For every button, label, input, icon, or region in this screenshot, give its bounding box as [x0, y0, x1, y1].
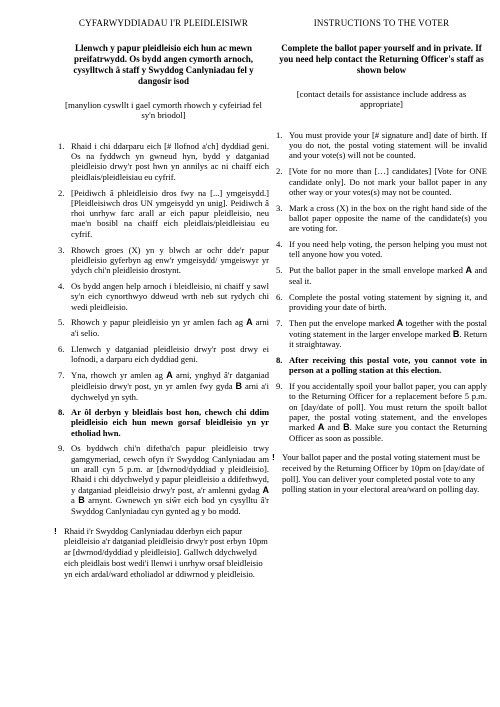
instruction-number: 5.: [58, 317, 65, 328]
instruction-item: [58, 407, 269, 438]
instruction-number: 5.: [276, 265, 283, 276]
warning-icon: !: [54, 525, 57, 536]
english-title: INSTRUCTIONS TO THE VOTER: [313, 18, 450, 28]
envelope-letter: B: [235, 380, 243, 391]
instruction-text: [289, 203, 487, 234]
instruction-text-part: Yna, rhowch yr amlen ag: [71, 370, 167, 381]
english-intro: Complete the ballot paper yourself and in private. If you need help contact the Returning Officer's staff as shown below: [279, 42, 484, 75]
instruction-item: [276, 292, 487, 313]
instruction-text-part: After receiving this postal vote, you cannot vote in person at a polling station at this election.: [289, 354, 487, 376]
instruction-text: [71, 141, 269, 183]
instruction-item: [58, 370, 269, 402]
envelope-letter: A: [262, 484, 269, 495]
instruction-text-part: If you need help voting, the person helping you must not tell anyone how you voted.: [289, 239, 487, 260]
instruction-text: [71, 344, 269, 365]
english-column: [272, 18, 488, 495]
instruction-text-part: and seal it.: [289, 265, 487, 286]
envelope-letter: A: [465, 265, 472, 276]
instruction-item: [276, 318, 487, 350]
envelope-letter: B: [452, 328, 460, 339]
instruction-item: [58, 245, 269, 276]
instruction-text-part: Os bydd angen help arnoch i bleidleisio, ni chaiff y sawl sy'n eich cynorthwyo ddweud wrth neb sut rydych chi wedi pleidleisio.: [71, 280, 269, 312]
instruction-text-part: Complete the postal voting statement by signing it, and providing your date of birth.: [289, 291, 487, 313]
instruction-text: [289, 292, 487, 313]
instruction-text-part: arnynt. Gwnewch yn siŵr eich bod yn cysylltu â'r Swyddog Canlyniadau cyn gynted ag y bo modd.: [71, 495, 269, 517]
instruction-text-part: Llenwch y datganiad pleidleisio drwy'r post drwy ei lofnodi, a darparu eich dyddiad geni.: [71, 343, 269, 365]
instruction-text-part: arni a'i selio.: [71, 317, 270, 339]
instruction-item: [276, 166, 487, 197]
instruction-item: [58, 188, 269, 240]
instruction-number: 3.: [58, 244, 65, 255]
instruction-text-part: Rhaid i chi ddarparu eich [# llofnod a'ch] dyddiad geni. Os na fyddwch yn gwneud hyn, bydd y datganiad pleidleisio drwy'r post hwn yn annilys ac ni chaiff eich pleidlais/pleidleisiau eu cyfrif.: [71, 140, 269, 182]
instruction-text-part: Rhowch groes (X) yn y blwch ar ochr dde'r papur pleidleisio gyferbyn ag enw'r ymgeisydd/ ymgeiswyr yr ydych chi'n pleidleisio drostynt.: [71, 244, 269, 276]
instruction-item: [58, 443, 269, 516]
welsh-deadline-notice: [54, 526, 269, 580]
instruction-text: [71, 281, 269, 312]
instruction-item: [276, 381, 487, 443]
instruction-item: [58, 317, 269, 339]
envelope-letter: A: [317, 422, 325, 433]
instruction-item: [58, 141, 269, 183]
instruction-text-part: together with the postal voting statement in the larger envelope marked: [289, 317, 487, 339]
instruction-text: [71, 407, 269, 438]
instruction-number: 6.: [276, 291, 283, 302]
instruction-text-part: Os byddwch chi'n difetha'ch papur pleidleisio trwy gamgymeriad, cewch ofyn i'r Swyddog Canlyniadau am un arall cyn 5 p.m. ar [dwrnod/dyddiad y pleidleisio]. Rhaid i chi ddychwelyd y papur pleidleisio a ddifethwyd, y datganiad pleidleisio drwy'r post, a'r amlenni gydag: [71, 443, 269, 495]
instruction-text: [289, 130, 487, 161]
instruction-item: [276, 130, 487, 161]
instruction-number: 4.: [276, 239, 283, 250]
english-contact-details: [contact details for assistance include address as appropriate]: [296, 88, 467, 110]
envelope-letter: A: [396, 317, 404, 328]
english-deadline-notice: [272, 452, 487, 495]
envelope-letter: A: [166, 370, 173, 381]
instruction-text: [71, 317, 269, 339]
instruction-text: [71, 443, 269, 516]
instruction-text: [289, 265, 487, 287]
instruction-number: 6.: [58, 343, 65, 354]
instruction-item: [58, 281, 269, 312]
instruction-text-part: . Make sure you contact the Returning Officer as soon as possible.: [289, 422, 487, 443]
instruction-text: [289, 355, 487, 376]
instruction-item: [276, 355, 487, 376]
english-instruction-list: [276, 130, 487, 443]
instruction-item: [276, 239, 487, 260]
instruction-text-part: [Vote for no more than […] candidates] [Vote for ONE candidate only]. Do not mark your ballot paper in any other way or your votes(s) may not be counted.: [289, 166, 487, 197]
instruction-number: 3.: [276, 202, 283, 213]
instruction-number: 1.: [58, 140, 65, 151]
welsh-intro: Llenwch y papur pleidleisio eich hun ac mewn preifatrwydd. Os bydd angen cymorth arnoch, cysylltwch â staff y Swyddog Canlyniadau fel y dangosir isod: [73, 42, 254, 86]
instruction-text: [71, 188, 269, 240]
instruction-text-part: [Peidiwch â phleidleisio dros fwy na [...] ymgeisydd.] [Pleidleisiwch dros UN ymgeisydd yn unig]. Peidiwch â rhoi unrhyw farc arall ar eich papur pleidleisio, neu mae'n bosibl na chaiff eich pleidlais/pleidleisiau eu cyfrif.: [71, 187, 269, 239]
instruction-text: [71, 245, 269, 276]
instruction-text-part: Mark a cross (X) in the box on the right hand side of the ballot paper opposite the name of the candidate(s) you are voting for.: [289, 202, 487, 234]
welsh-contact-details: [manylion cyswllt i gael cymorth rhowch y cyfeiriad fel sy'n briodol]: [65, 99, 262, 121]
welsh-column: [54, 18, 270, 579]
instruction-item: [58, 344, 269, 365]
instruction-text-part: Put the ballot paper in the small envelope marked: [289, 265, 466, 276]
instruction-number: 9.: [276, 380, 283, 391]
instruction-number: 2.: [276, 166, 283, 177]
instruction-number: 8.: [276, 354, 283, 365]
welsh-title: CYFARWYDDIADAU I'R PLEIDLEISIWR: [78, 18, 249, 28]
instruction-text: [289, 381, 487, 443]
instruction-text-part: and: [324, 422, 344, 433]
welsh-notice-text: Rhaid i'r Swyddog Canlyniadau dderbyn eich papur pleidleisio a'r datganiad pleidleisio drwy'r post erbyn 10pm ar [dwrnod/dyddiad y pleidleisio]. Gallwch ddychwelyd eich pleidlais bost wedi'i llenwi i unrhyw orsaf bleidleisio yn eich ardal/ward etholiadol ar ddiwrnod y pleidleisio.: [64, 525, 268, 579]
instruction-text-part: . Return it straightaway.: [289, 328, 488, 350]
instruction-text: [289, 318, 487, 350]
instruction-number: 2.: [58, 187, 65, 198]
envelope-letter: A: [246, 317, 253, 328]
instruction-number: 7.: [276, 317, 283, 328]
instruction-text: [289, 166, 487, 197]
english-notice-text: Your ballot paper and the postal voting statement must be received by the Returning Officer by 10pm on [day/date of poll]. You can deliver your completed postal vote to any polling station in your electoral area/ward on polling day.: [282, 452, 485, 495]
envelope-letter: B: [78, 495, 85, 506]
instruction-text-part: arni a'i dychwelyd yn syth.: [71, 380, 269, 402]
instruction-text-part: a: [71, 495, 79, 506]
instruction-item: [276, 265, 487, 287]
instruction-text-part: You must provide your [# signature and] date of birth. If you do not, the postal voting statement will be invalid and your vote(s) will not be counted.: [289, 129, 487, 161]
envelope-letter: B: [343, 422, 350, 433]
instruction-text-part: Then put the envelope marked: [289, 317, 397, 328]
instruction-number: 8.: [58, 407, 65, 417]
instruction-item: [276, 203, 487, 234]
instruction-text-part: Ar ôl derbyn y bleidlais bost hon, chewch chi ddim pleidleisio eich hun mewn gorsaf bleidleisio yn yr etholiad hwn.: [71, 407, 269, 438]
warning-icon: !: [272, 452, 275, 463]
instruction-number: 1.: [276, 129, 283, 140]
instruction-number: 9.: [58, 443, 65, 454]
instruction-text: [289, 239, 487, 260]
instruction-text: [71, 370, 269, 402]
instruction-number: 4.: [58, 280, 65, 291]
instruction-text-part: arni, ynghyd â'r datganiad pleidleisio drwy'r post, yn yr amlen fwy gyda: [71, 370, 270, 391]
instruction-text-part: Rhowch y papur pleidleisio yn yr amlen fach ag: [71, 317, 247, 328]
instruction-text-part: If you accidentally spoil your ballot paper, you can apply to the Returning Officer for a replacement before 5 p.m. on [day/date of poll]. You must return the spoilt ballot paper, the postal voting statement, and the envelopes marked: [289, 380, 487, 433]
welsh-instruction-list: [58, 141, 269, 517]
instruction-number: 7.: [58, 370, 65, 381]
